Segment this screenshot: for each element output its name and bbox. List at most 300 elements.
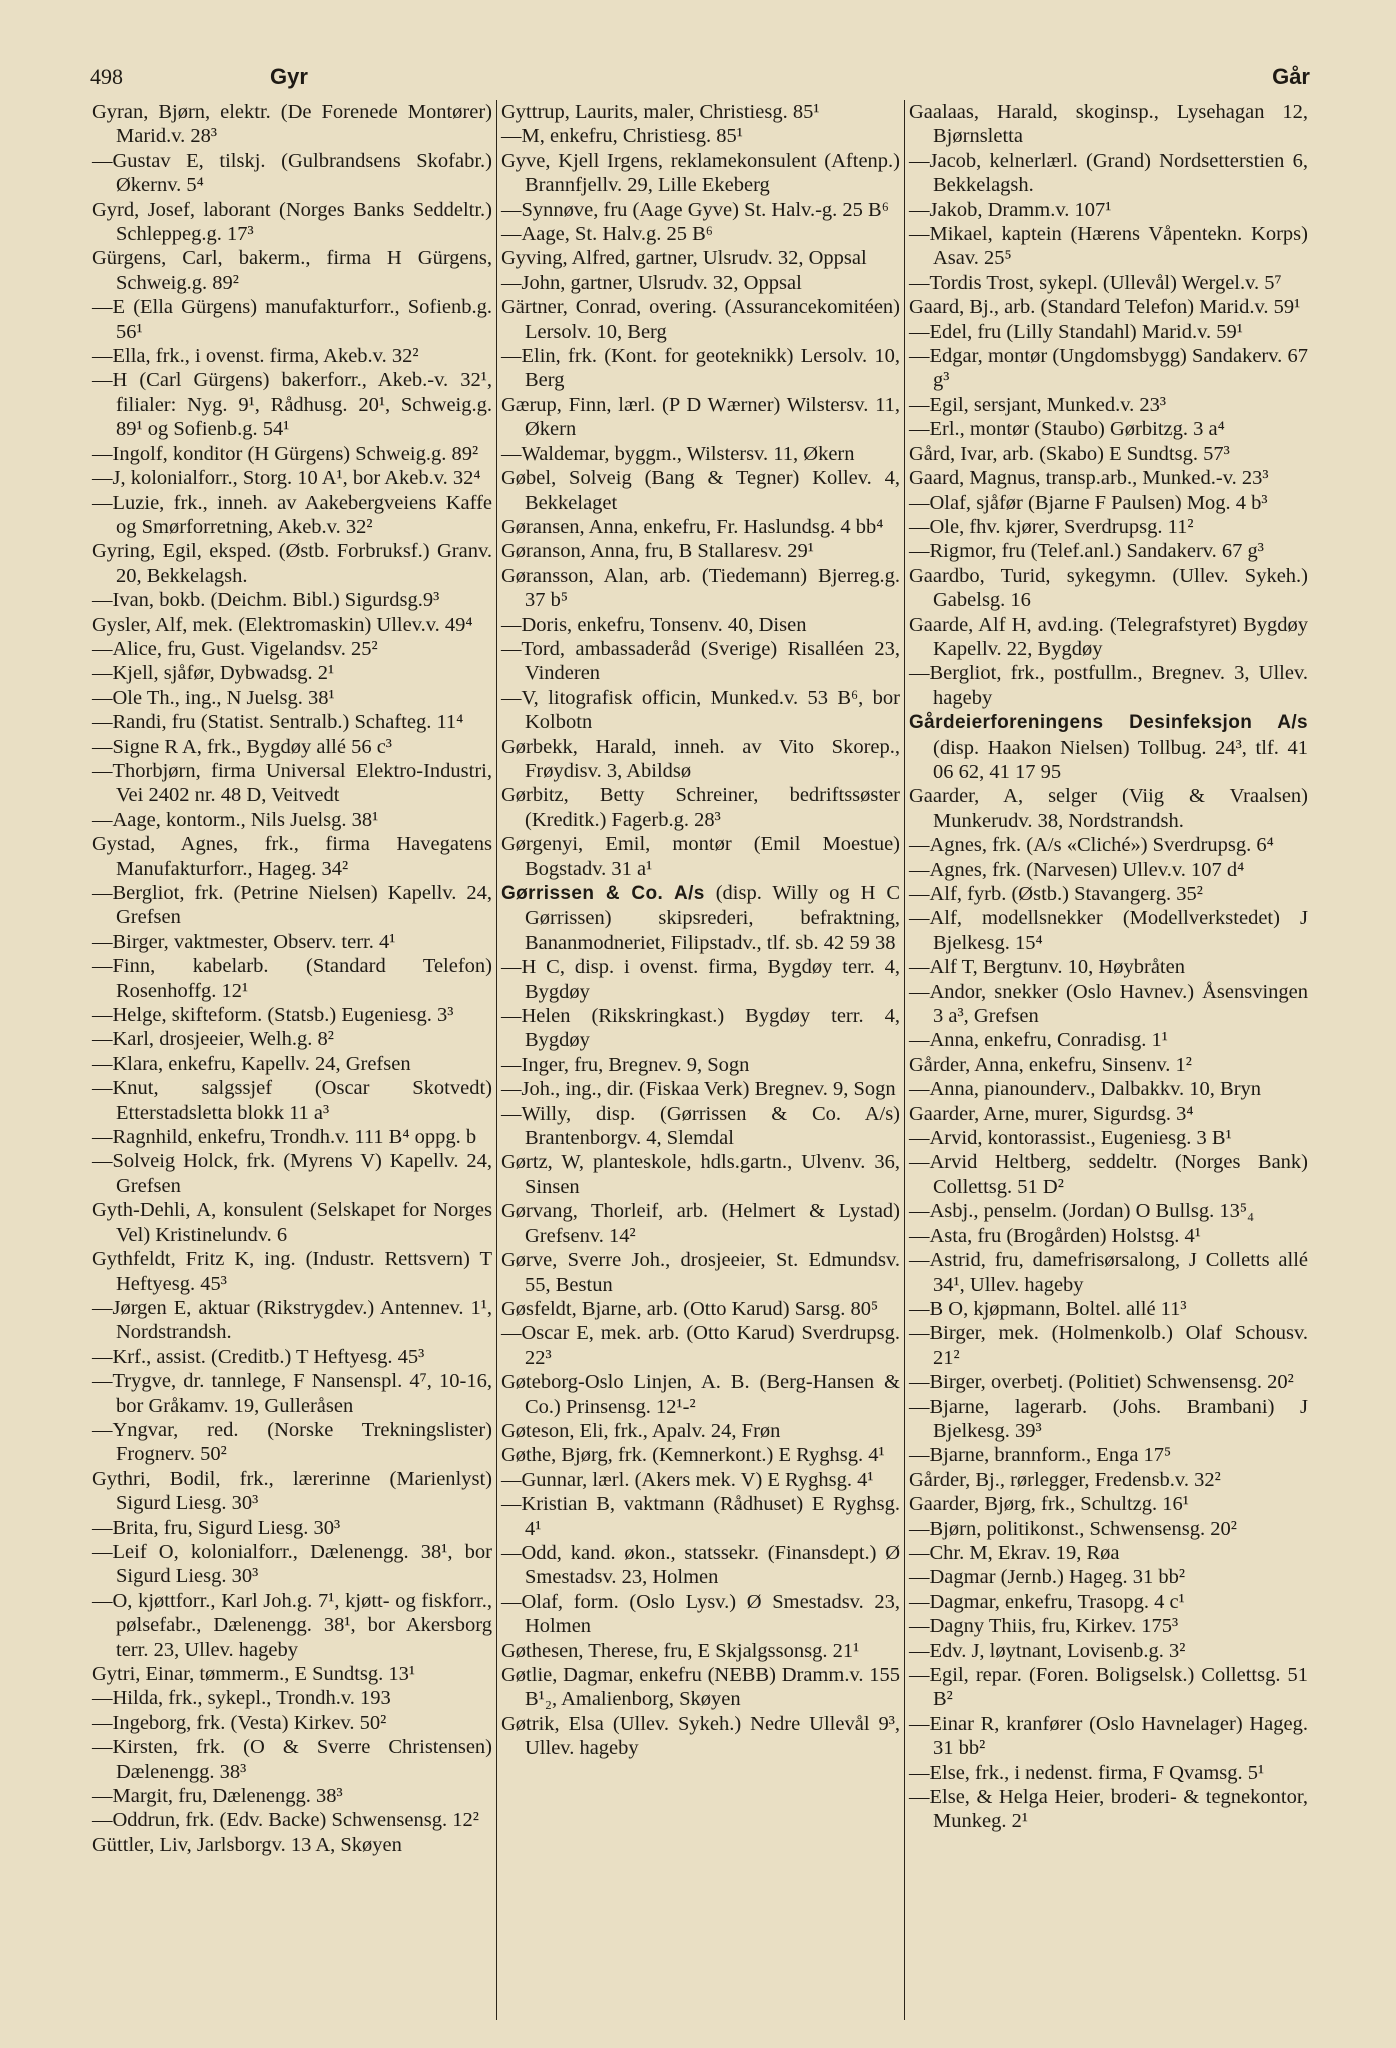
entry-details: montør (Ungdomsbygg) Sandakerv. 67 g³ [933, 345, 1308, 392]
directory-entry [92, 295, 492, 344]
entry-name: —Edel, [909, 320, 973, 343]
directory-entry [501, 442, 900, 466]
directory-entry [909, 1517, 1308, 1541]
entry-details: montør (Staubo) Gørbitzg. 3 a⁴ [969, 418, 1225, 441]
entry-name: —Edv. J, [909, 1639, 985, 1662]
entry-details: frk., i ovenst. firma, Akeb.v. 32² [155, 345, 419, 368]
entry-details: (Ullev. Sykeh.) Nedre Ullevål 9³, Ullev. hageby [525, 1712, 901, 1760]
entry-details: enkefru, Christiesg. 85¹ [549, 125, 743, 148]
entry-details: kelnerlærl. (Grand) Nordsetterstien 6, Bekkelagsh. [933, 149, 1308, 197]
directory-entry [92, 686, 492, 710]
entry-details: Ekrav. 19, Røa [997, 1541, 1120, 1564]
entry-details: lærl. (Akers mek. V) E Ryghsg. 4¹ [592, 1468, 874, 1491]
directory-entry [909, 1614, 1308, 1638]
entry-details: enkefru, Trasopg. 4 c¹ [1004, 1590, 1185, 1613]
entry-name: —Bjarne, [909, 1444, 990, 1467]
entry-name: —Kjell, [92, 662, 159, 685]
entry-details: (Ella Gürgens) manufakturforr., Sofienb.g. 56¹ [116, 296, 492, 343]
entry-details: ing., dir. (Fiskaa Verk) Bregnev. 9, Sogn [565, 1078, 896, 1101]
directory-entry [501, 393, 900, 442]
entry-name: —Tordis Trost, [909, 271, 1035, 294]
directory-columns [88, 100, 1316, 2020]
entry-name: —Kirsten, [92, 1736, 178, 1759]
entry-name: —Birger, [909, 1371, 986, 1394]
entry-details: fru, E Skjalgssonsg. 21¹ [663, 1639, 860, 1662]
entry-name: —Ivan, [92, 589, 155, 612]
directory-entry [92, 149, 492, 198]
directory-entry [909, 1248, 1308, 1297]
directory-entry [92, 759, 492, 808]
entry-details: frk., inneh. av Aakebergveiens Kaffe og Smørforretning, Akeb.v. 32² [116, 491, 492, 538]
directory-entry [501, 735, 900, 784]
entry-details: repar. (Foren. Boligselsk.) Collettsg. 51 B² [933, 1664, 1308, 1711]
directory-entry [501, 686, 900, 735]
entry-name: Gårdeierforeningens Desinfeksjon A/s [909, 712, 1308, 734]
entry-details: aktuar (Rikstrygdev.) Antennev. 1¹, Nordstrandsh. [116, 1296, 492, 1344]
entry-name: —Hilda, [92, 1687, 164, 1710]
entry-details: (disp. Haakon Nielsen) Tollbug. 24³, tlf. 41 06 62, 41 17 95 [933, 736, 1308, 783]
entry-details: maler, Christiesg. 85¹ [643, 101, 820, 123]
entry-details: enkefru, Trondh.v. 111 B⁴ oppg. b [197, 1126, 477, 1149]
entry-name: —Yngvar, [92, 1418, 179, 1441]
directory-entry [909, 393, 1308, 417]
directory-entry [501, 100, 900, 124]
entry-name: —Brita, [92, 1516, 159, 1539]
entry-name: Gøthe, Bjørg, [501, 1444, 613, 1467]
entry-details: reklamekonsulent (Aftenp.) Brannfjellv. 29, Lille Ekeberg [525, 149, 900, 197]
directory-entry [92, 881, 492, 930]
entry-details: frk. (Edv. Backe) Schwensensg. 12² [185, 1809, 479, 1832]
entry-name: —Einar R, [909, 1712, 1000, 1735]
entry-details: fru, Kirkev. 175³ [1041, 1615, 1179, 1638]
directory-entry [501, 295, 900, 344]
entry-name: —Klara, [92, 1052, 164, 1075]
entry-details: arb. (Skabo) E Sundtsg. 57³ [1002, 442, 1230, 465]
entry-name: —Else, & Helga Heier, [909, 1786, 1105, 1809]
directory-entry [909, 1541, 1308, 1565]
entry-details: elektr. (De Forenede Montører) Marid.v. 28³ [116, 101, 492, 148]
directory-entry [501, 1248, 900, 1297]
entry-details: enkefru, Kapellv. 24, Grefsen [168, 1052, 411, 1075]
entry-details: firma Universal Elektro-Industri, Vei 2402 nr. 48 D, Veitvedt [116, 759, 493, 807]
directory-entry [92, 1808, 492, 1832]
entry-name: —Bjørn, [909, 1517, 982, 1540]
directory-entry [501, 1297, 900, 1321]
entry-name: Güttler, Liv, [92, 1833, 192, 1856]
entry-details: enkefru, Conradisg. 1¹ [984, 1029, 1168, 1052]
entry-name: Gyth-Dehli, A, [92, 1199, 217, 1222]
directory-entry [92, 1467, 492, 1516]
entry-name: Gøtlie, Dagmar, [501, 1664, 634, 1686]
entry-name: —Dagmar, [909, 1590, 1000, 1613]
right-running-head: Går [1272, 64, 1310, 89]
entry-details: salgssjef (Oscar Skotvedt) Etterstadsletta blokk 11 a³ [116, 1077, 493, 1124]
entry-details: kranfører (Oslo Havnelager) Hageg. 31 bb² [933, 1712, 1308, 1760]
entry-details: avd.ing. (Telegrafstyret) Bygdøy Kapellv. 22, Bygdøy [933, 613, 1309, 660]
entry-name: —Ella, [92, 345, 151, 368]
entry-name: Gyrd, Josef, [92, 198, 195, 221]
directory-entry [909, 613, 1308, 662]
directory-entry [909, 539, 1308, 563]
directory-entry [92, 1247, 492, 1296]
entry-name: —Elin, [501, 345, 561, 368]
directory-entry [501, 1639, 900, 1663]
entry-details: frk., Apalv. 24, Frøn [613, 1419, 781, 1442]
entry-details: ing. (Industr. Rettsvern) T Heftyesg. 45³ [116, 1248, 493, 1295]
entry-name: Gythfeldt, Fritz K, [92, 1248, 255, 1271]
directory-entry [501, 564, 900, 613]
entry-name: Gyving, Alfred, [501, 247, 631, 270]
entry-details: frk., Schultzg. 16¹ [1041, 1493, 1189, 1516]
entry-details: bokb. (Deichm. Bibl.) Sigurdsg.9³ [159, 589, 440, 612]
entry-details: dr. tannlege, F Nansenspl. 4⁷, 10-16, bor Gråkamv. 19, Gulleråsen [116, 1370, 492, 1417]
directory-entry [92, 1076, 492, 1125]
entry-name: Gaarder, Arne, [909, 1102, 1030, 1125]
entry-details: (Rikskringkast.) Bygdøy terr. 4, Bygdøy [525, 1005, 900, 1052]
entry-name: —Dagmar [909, 1566, 996, 1589]
directory-entry [501, 124, 900, 148]
directory-entry [92, 1125, 492, 1149]
directory-entry [909, 858, 1308, 882]
page-number: 498 [90, 64, 123, 89]
entry-name: —Leif O, [92, 1540, 179, 1563]
entry-details: kand. økon., statssekr. (Finansdept.) Ø Smestadsv. 23, Holmen [525, 1541, 901, 1589]
entry-name: Gøbel, Solveig [501, 467, 632, 490]
entry-details: ing., N Juelsg. 38¹ [185, 686, 335, 709]
entry-name: Gystad, Agnes, [92, 833, 239, 856]
entry-details: red. (Norske Trekningslister) Frognerv. 50² [116, 1418, 492, 1466]
entry-name: Gørbekk, Harald, [501, 735, 657, 758]
entry-name: —Thorbjørn, [92, 759, 201, 782]
directory-entry [501, 344, 900, 393]
directory-entry [92, 637, 492, 661]
entry-name: Gaarde, Alf H, [909, 613, 1032, 636]
entry-details: mek. (Elektromaskin) Ullev.v. 49⁴ [192, 613, 473, 636]
entry-name: Gøransson, Alan, [501, 564, 649, 587]
entry-name: —Alf, [909, 907, 962, 930]
entry-details: (disp. Willy og H C Gørrissen) skipsrederi, befraktning, Bananmodneriet, Filipstadv., tlf. sb. 42 59 38 [525, 882, 900, 954]
entry-details: selger (Viig & Vraalsen) Munkerudv. 38, Nordstrandsh. [933, 785, 1309, 832]
entry-name: —Oddrun, [92, 1809, 181, 1832]
directory-entry [909, 564, 1308, 613]
entry-name: —Alice, [92, 637, 163, 660]
directory-entry [909, 1102, 1308, 1126]
directory-entry [909, 1395, 1308, 1444]
entry-details: frk., postfullm., Bregnev. 3, Ullev. hageby [933, 662, 1308, 709]
entry-name: —J, [92, 467, 126, 490]
directory-entry [92, 466, 492, 490]
entry-name: Gørgenyi, Emil, [501, 833, 651, 856]
directory-entry [501, 1150, 900, 1199]
directory-entry [501, 955, 900, 1004]
entry-details: St. Halv.g. 25 B⁶ [575, 223, 713, 246]
entry-details: gartner, Ulsrudv. 32, Oppsal [635, 247, 867, 270]
entry-name: —Solveig Holck, [92, 1150, 239, 1173]
directory-entry [909, 1565, 1308, 1589]
entry-details: sykegymn. (Ullev. Sykeh.) Gabelsg. 16 [933, 564, 1308, 612]
entry-name: —Ingeborg, [92, 1711, 192, 1734]
entry-details: konsulent (Selskapet for Norges Vel) Kristinelundv. 6 [116, 1199, 492, 1246]
entry-name: —Gustav E, [92, 149, 204, 172]
entry-name: —Ragnhild, [92, 1126, 193, 1149]
entry-name: Gørrissen & Co. A/s [501, 883, 705, 904]
entry-name: —Asbj., [909, 1200, 979, 1223]
entry-name: Gaard, Bj., [909, 296, 999, 319]
directory-entry [501, 1077, 900, 1101]
directory-entry [92, 344, 492, 368]
directory-entry [501, 783, 900, 832]
entry-name: Gaarder, Bjørg, [909, 1493, 1036, 1516]
entry-details: form. (Oslo Lysv.) Ø Smestadsv. 23, Holmen [525, 1590, 901, 1638]
directory-entry [909, 320, 1308, 344]
entry-details: frk. (Petrine Nielsen) Kapellv. 24, Grefsen [116, 882, 493, 929]
directory-entry [92, 368, 492, 441]
directory-entry [501, 1102, 900, 1151]
entry-details: (Berg-Hansen & Co.) Prinsensg. 12¹-² [525, 1371, 901, 1418]
entry-details: sjåfør, Dybwadsg. 2¹ [163, 662, 335, 685]
directory-entry [501, 246, 900, 270]
directory-entry [909, 1321, 1308, 1370]
entry-name: Gaard, Magnus, [909, 467, 1041, 490]
entry-details: ambassaderåd (Sverige) Risalléen 23, Vinderen [525, 637, 901, 685]
entry-details: tilskj. (Gulbrandsens Skofabr.) Økernv. 5⁴ [116, 149, 492, 197]
entry-details: fru, Sigurd Liesg. 30³ [163, 1516, 341, 1539]
directory-entry [92, 588, 492, 612]
entry-name: Gøteson, Eli, [501, 1419, 609, 1442]
directory-entry [501, 515, 900, 539]
directory-column-3 [904, 100, 1312, 2020]
entry-name: —Inger, [501, 1053, 570, 1076]
directory-entry [92, 930, 492, 954]
entry-details: skoginsp., Lysehagan 12, Bjørnsletta [933, 101, 1308, 148]
directory-entry [501, 1370, 900, 1419]
directory-entry [92, 1418, 492, 1467]
entry-name: —Willy, [501, 1102, 572, 1125]
entry-name: Gyring, Egil, [92, 540, 202, 563]
entry-name: Gøranson, Anna, [501, 540, 640, 563]
directory-entry [92, 1369, 492, 1418]
page-header [90, 64, 1310, 94]
entry-name: —Birger, [92, 930, 169, 953]
entry-details: bakerm., firma H Gürgens, Schweig.g. 89² [116, 247, 492, 294]
directory-entry [909, 491, 1308, 515]
entry-name: Gaalaas, Harald, [909, 101, 1058, 123]
entry-details: fru (Brogården) Holstsg. 4¹ [977, 1224, 1201, 1247]
entry-details: frk., sykepl., Trondh.v. 193 [168, 1687, 391, 1710]
entry-details: litografisk officin, Munked.v. 53 B⁶, bor Kolbotn [525, 686, 901, 734]
directory-entry [92, 1052, 492, 1076]
entry-details: frk. (Vesta) Kirkev. 50² [196, 1711, 387, 1734]
entry-name: —Anna, [909, 1078, 980, 1101]
directory-entry [92, 198, 492, 247]
directory-entry [909, 1150, 1308, 1199]
directory-entry [909, 1639, 1308, 1663]
entry-details: overbetj. (Politiet) Schwensensg. 20² [990, 1371, 1294, 1394]
directory-entry [909, 882, 1308, 906]
entry-name: —Jørgen E, [92, 1296, 192, 1319]
entry-details: gartner, Ulsrudv. 32, Oppsal [570, 271, 802, 294]
entry-details: disp. i ovenst. firma, Bygdøy terr. 4, Bygdøy [525, 956, 900, 1003]
directory-entry [92, 442, 492, 466]
entry-details: mek. (Holmenkolb.) Olaf Schousv. 21² [933, 1322, 1308, 1369]
entry-name: —Doris, [501, 613, 573, 636]
entry-name: —Helge, [92, 1004, 167, 1027]
directory-entry [501, 1053, 900, 1077]
directory-column-2 [496, 100, 904, 2020]
entry-name: —Egil, [909, 393, 969, 416]
entry-details: fru, Gust. Vigelandsv. 25² [167, 637, 378, 660]
entry-details: fru, B Stallaresv. 29¹ [644, 540, 814, 563]
entry-name: —Agnes, [909, 834, 988, 857]
entry-details: (Carl Gürgens) bakerforr., Akeb.-v. 32¹, filialer: Nyg. 9¹, Rådhusg. 20¹, Schweig.g. 89¹ og Sofienb.g. 54¹ [116, 369, 492, 441]
entry-name: —Chr. M, [909, 1541, 993, 1564]
directory-entry [92, 246, 492, 295]
directory-entry [909, 955, 1308, 979]
directory-entry [501, 222, 900, 246]
entry-name: —John, [501, 271, 566, 294]
directory-entry [92, 491, 492, 540]
entry-name: —Joh., [501, 1078, 561, 1101]
directory-entry [501, 1004, 900, 1053]
entry-details: murer, Sigurdsg. 3⁴ [1034, 1102, 1194, 1125]
entry-details: kjøpmann, Boltel. allé 11³ [973, 1297, 1187, 1320]
entry-name: —Luzie, [92, 491, 165, 514]
directory-entry [501, 198, 900, 222]
entry-name: Gøtrik, Elsa [501, 1712, 604, 1735]
entry-details: kontorassist., Eugeniesg. 3 B¹ [987, 1127, 1232, 1150]
entry-details: Jarlsborgv. 13 A, Skøyen [196, 1833, 402, 1856]
entry-name: Gythri, Bodil, [92, 1467, 221, 1490]
entry-name: —Margit, [92, 1785, 174, 1808]
entry-details: enkefru, Sinsenv. 1² [1028, 1053, 1192, 1076]
entry-name: Gytri, Einar, [92, 1663, 195, 1685]
entry-name: —E [92, 296, 126, 319]
entry-details: frk. (A/s «Cliché») Sverdrupsg. 6⁴ [992, 834, 1274, 857]
entry-name: —Erl., [909, 418, 965, 441]
directory-entry [909, 710, 1308, 784]
entry-details: inneh. av Vito Skorep., Frøydisv. 3, Abildsø [525, 735, 900, 782]
entry-details: fru, damefrisørsalong, J Colletts allé 34¹, Ullev. hageby [933, 1249, 1308, 1296]
entry-name: —Alf T, [909, 956, 978, 979]
entry-name: Gørvang, Thorleif, [501, 1200, 664, 1223]
entry-details: tømmerm., E Sundtsg. 13¹ [199, 1663, 416, 1685]
entry-name: —Finn, [92, 955, 156, 978]
entry-details: arb. (Otto Karud) Sarsg. 80⁵ [646, 1297, 879, 1320]
entry-details: enkefru, Tonsenv. 40, Disen [577, 613, 807, 636]
entry-details: pianounderv., Dalbakkv. 10, Bryn [984, 1078, 1262, 1101]
entry-details: frk. (Narvesen) Ullev.v. 107 d⁴ [992, 858, 1245, 881]
entry-name: —Randi, [92, 711, 167, 734]
directory-entry [909, 906, 1308, 955]
entry-name: —Synnøve, [501, 198, 599, 221]
entry-name: —Mikael, [909, 223, 993, 246]
entry-name: —Olaf, [501, 1590, 564, 1613]
entry-name: Gøthesen, Therese, [501, 1639, 659, 1662]
directory-entry [92, 1540, 492, 1589]
directory-entry [501, 1468, 900, 1492]
directory-entry [909, 661, 1308, 710]
entry-details: kontorm., Nils Juelsg. 38¹ [166, 808, 379, 831]
entry-details: lærl. (P D Wærner) Wilstersv. 11, Økern [525, 393, 901, 441]
directory-entry [909, 1077, 1308, 1101]
entry-details: penselm. (Jordan) O Bullsg. 13⁵₄ [983, 1200, 1255, 1223]
directory-entry [909, 980, 1308, 1029]
entry-details: (Jernb.) Hageg. 31 bb² [1000, 1566, 1185, 1589]
entry-name: —M, [501, 125, 545, 148]
entry-details: løytnant, Lovisenb.g. 3² [989, 1639, 1186, 1662]
entry-details: fru (Lilly Standahl) Marid.v. 59¹ [977, 320, 1243, 343]
entry-details: frk., lærerinne (Marienlyst) Sigurd Liesg. 30³ [116, 1467, 492, 1515]
directory-entry [92, 661, 492, 685]
directory-entry [909, 1712, 1308, 1761]
directory-entry [92, 1711, 492, 1735]
entry-details: modellsnekker (Modellverkstedet) J Bjelkesg. 15⁴ [933, 907, 1309, 954]
entry-name: Gøteborg-Oslo Linjen, A. B. [501, 1371, 750, 1394]
entry-details: byggm., Wilstersv. 11, Økern [614, 442, 855, 465]
entry-name: —H [92, 369, 128, 392]
entry-details: vaktmester, Observ. terr. 4¹ [173, 930, 396, 953]
directory-entry [909, 1663, 1308, 1712]
entry-name: Gaarder, A, [909, 785, 1024, 808]
entry-name: —Edgar, [909, 345, 983, 368]
entry-name: —Andor, [909, 980, 987, 1003]
directory-entry [909, 1053, 1308, 1077]
directory-entry [92, 1345, 492, 1369]
entry-details: mek. arb. (Otto Karud) Sverdrupsg. 22³ [525, 1322, 900, 1369]
directory-entry [909, 833, 1308, 857]
directory-entry [909, 1199, 1308, 1223]
directory-entry [909, 417, 1308, 441]
entry-details: frk., Bygdøy allé 56 c³ [207, 735, 392, 758]
entry-name: Gørve, Sverre Joh., [501, 1249, 671, 1272]
directory-entry [909, 1492, 1308, 1516]
entry-name: —O, [92, 1589, 133, 1612]
entry-details: fru, Bregnev. 9, Sogn [574, 1053, 750, 1076]
entry-name: —Bergliot, [92, 882, 185, 904]
directory-entry [909, 295, 1308, 319]
entry-name: Gysler, Alf, [92, 613, 188, 636]
directory-entry [92, 539, 492, 588]
entry-details: Dramm.v. 107¹ [987, 198, 1112, 221]
entry-details: kolonialforr., Storg. 10 A¹, bor Akeb.v. 32⁴ [130, 467, 481, 490]
directory-entry [92, 1027, 492, 1051]
entry-details: rørlegger, Fredensb.v. 32² [1010, 1468, 1221, 1491]
entry-name: —Signe R A, [92, 735, 202, 758]
directory-entry [909, 466, 1308, 490]
entry-name: Gårder, Anna, [909, 1053, 1024, 1076]
entry-name: —Helen [501, 1005, 571, 1028]
directory-entry [92, 1149, 492, 1198]
directory-entry [92, 1686, 492, 1710]
entry-name: —Jakob, [909, 198, 983, 221]
entry-details: seddeltr. (Norges Bank) Collettsg. 51 D² [933, 1151, 1308, 1198]
directory-entry [909, 1028, 1308, 1052]
directory-entry [501, 1321, 900, 1370]
entry-details: kolonialforr., Dælenengg. 38¹, bor Sigurd Liesg. 30³ [116, 1540, 492, 1588]
entry-details: kjøttforr., Karl Joh.g. 7¹, kjøtt- og fiskforr., pølsefabr., Dælenengg. 38¹, bor Akersborg terr. 23, Ullev. hageby [116, 1589, 492, 1661]
entry-details: fru (Telef.anl.) Sandakerv. 67 g³ [1001, 540, 1264, 563]
directory-entry [501, 1663, 900, 1712]
entry-name: —Gunnar, [501, 1468, 588, 1491]
entry-name: Gård, Ivar, [909, 442, 998, 465]
entry-name: —Olaf, [909, 491, 972, 514]
directory-entry [909, 1468, 1308, 1492]
directory-column-1 [88, 100, 496, 2020]
entry-details: frk. (Kemnerkont.) E Ryghsg. 4¹ [617, 1444, 885, 1467]
directory-entry [909, 100, 1308, 149]
directory-entry [909, 442, 1308, 466]
entry-name: —Agnes, [909, 858, 988, 881]
